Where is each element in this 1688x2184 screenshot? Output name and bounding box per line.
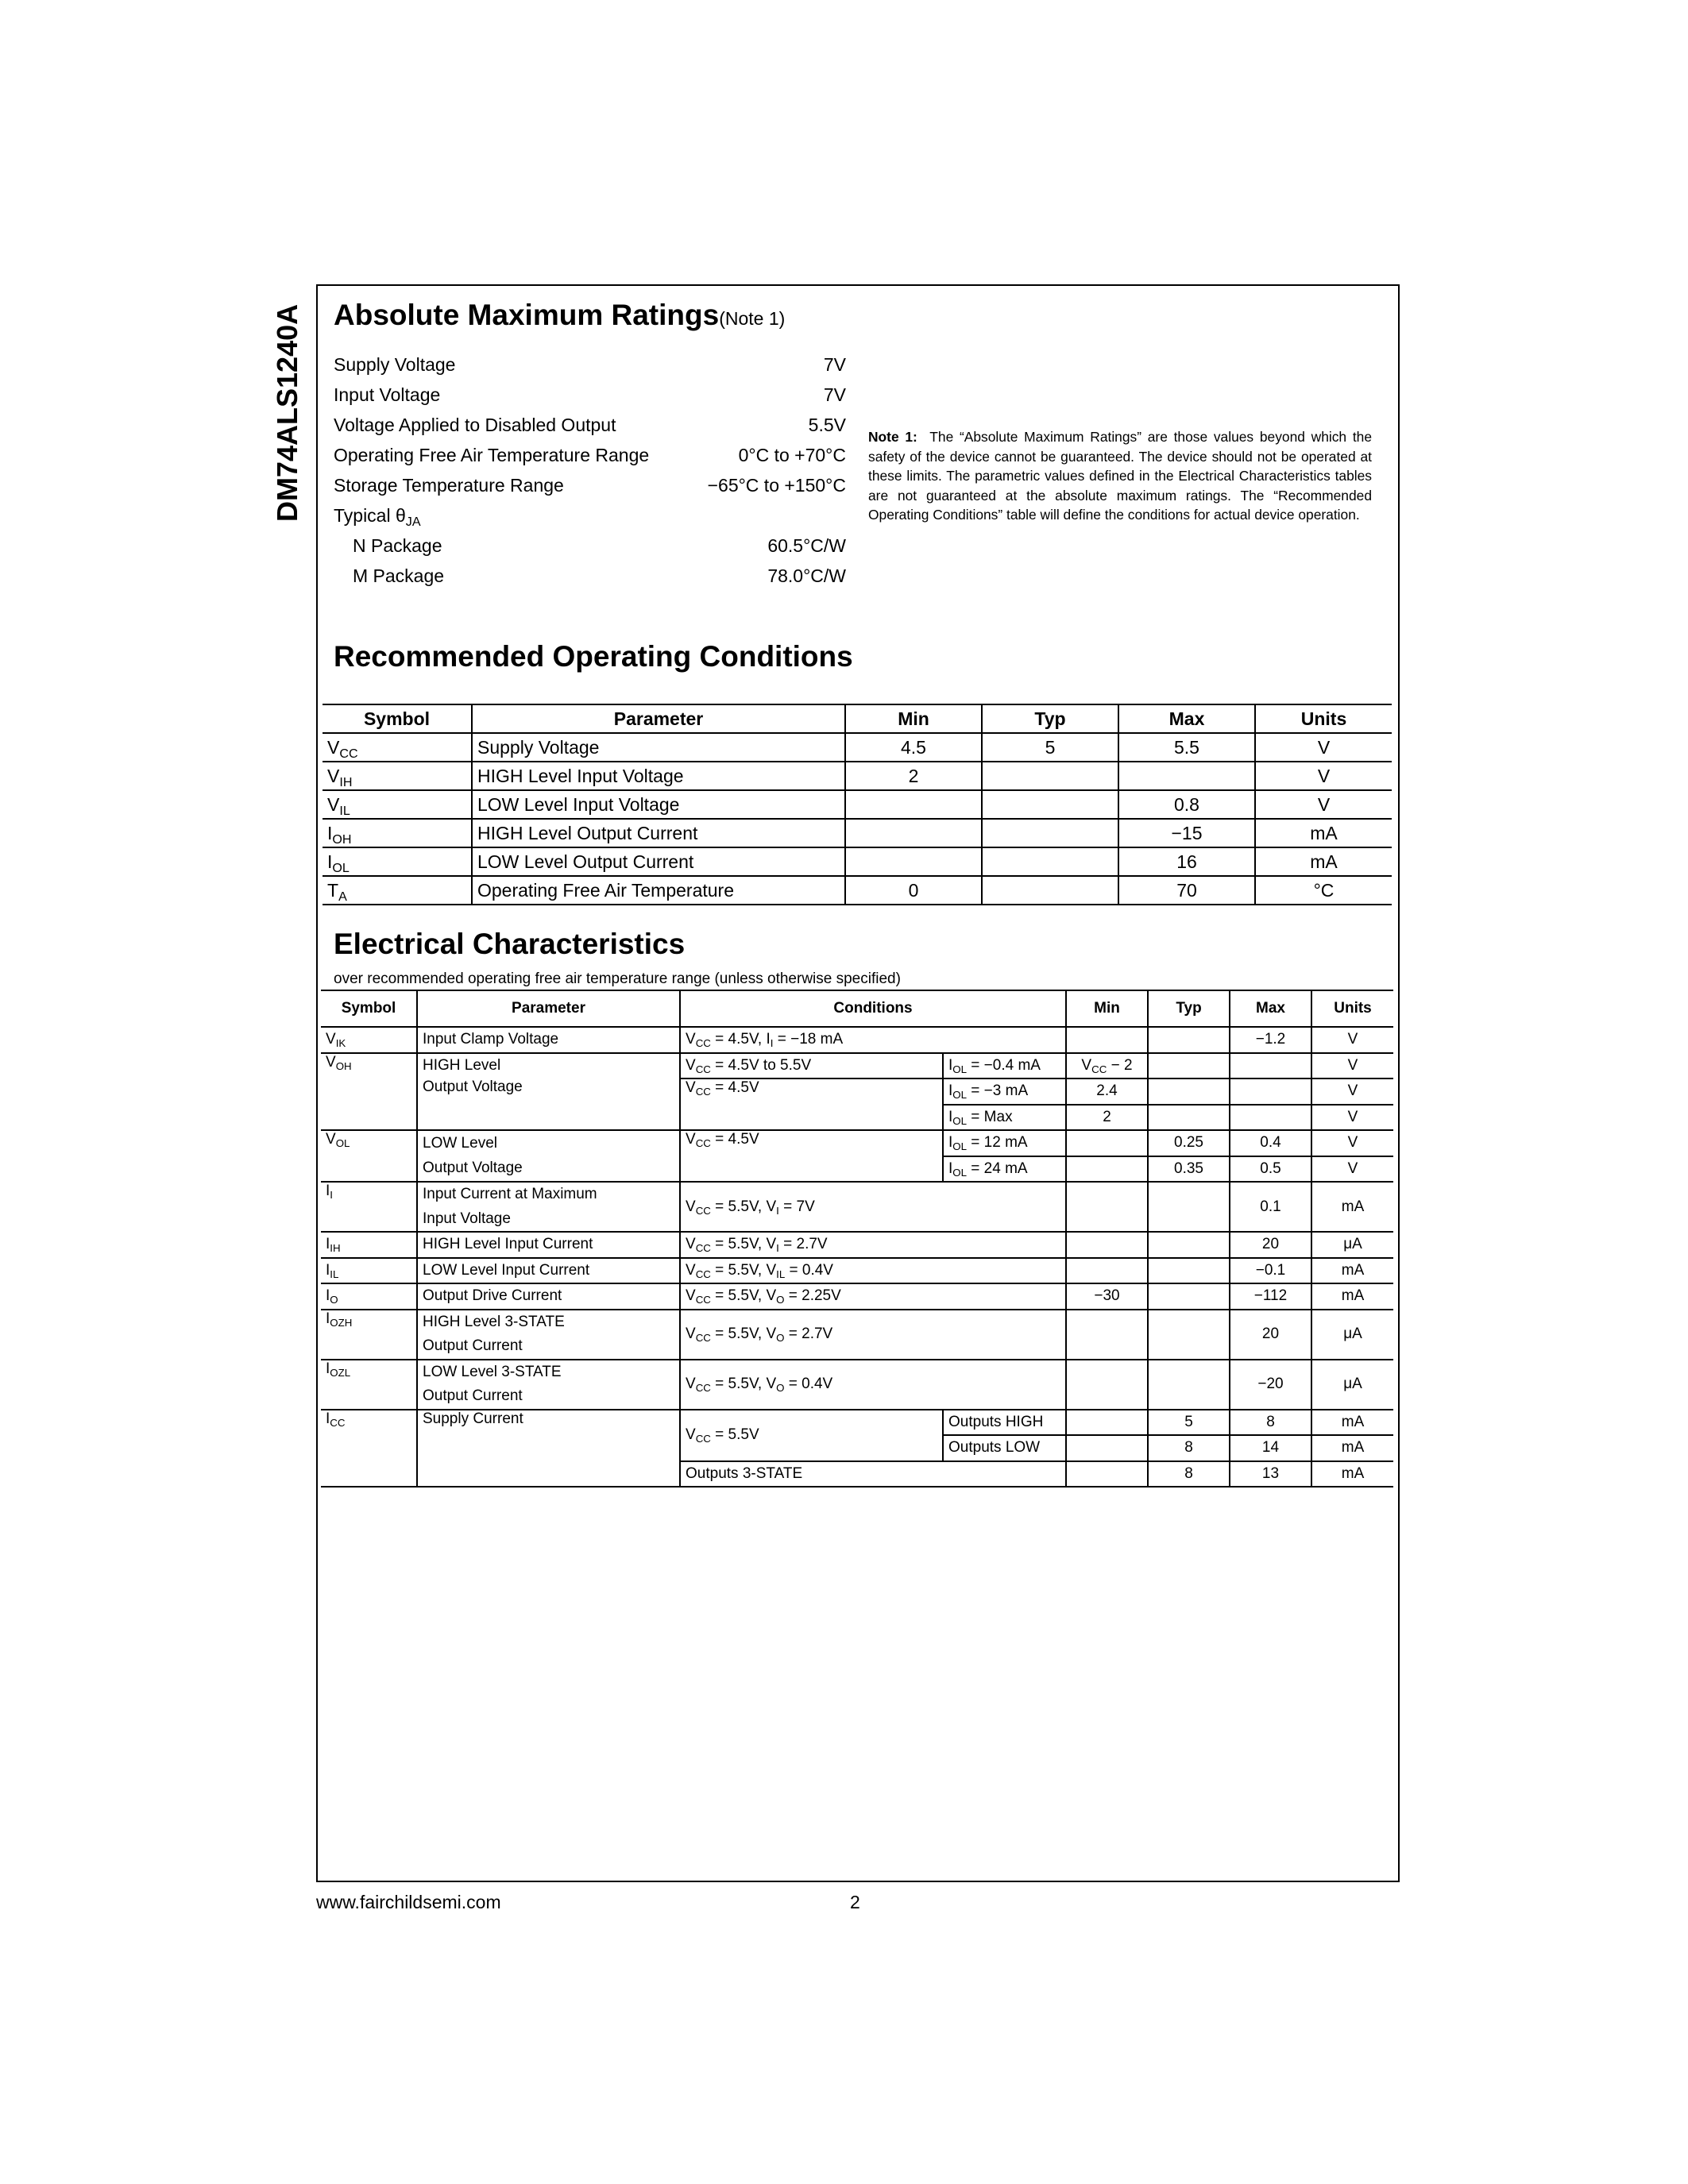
amr-row — [334, 349, 846, 380]
cond-cell: $V_{CC} = 5.5V$, $V_{IL} = 0.4V$ — [680, 1258, 1066, 1284]
param-cell: LOW Level Output Current — [472, 847, 845, 876]
amr-label: Storage Temperature Range — [334, 475, 564, 496]
col-header: Units — [1311, 990, 1393, 1027]
amr-theta-row — [334, 500, 846, 531]
amr-label: Input Voltage — [334, 384, 441, 405]
typ-cell — [1148, 1182, 1230, 1232]
max-cell: 5.5 — [1118, 733, 1255, 762]
min-cell — [1066, 1232, 1148, 1258]
min-cell: 2 — [1066, 1105, 1148, 1131]
max-cell: 13 — [1230, 1461, 1311, 1488]
param-cell: Input Voltage — [417, 1207, 680, 1233]
param-cell: Input Current at Maximum — [417, 1182, 680, 1207]
units-cell: V — [1255, 762, 1392, 790]
typ-cell: 8 — [1148, 1461, 1230, 1488]
units-cell: V — [1311, 1027, 1393, 1053]
min-cell — [1066, 1410, 1148, 1436]
cond-cell: $V_{CC} = 4.5V$ to 5.5V — [680, 1053, 943, 1079]
param-cell: HIGH Level Output Current — [472, 819, 845, 847]
amr-row — [334, 410, 846, 440]
note-1-text: The “Absolute Maximum Ratings” are those values beyond which the safety of the device cannot be guaranteed. The device should not be operated at these limits. The parametric values defined in the Electrical Characteristics tables are not guaranteed at the absolute maximum ratings. The “Recommended Operating Conditions” table will define the conditions for actual device operation. — [868, 429, 1372, 523]
typ-cell — [1148, 1078, 1230, 1105]
min-cell: 0 — [845, 876, 982, 905]
amr-label: Voltage Applied to Disabled Output — [334, 415, 616, 435]
max-cell: 70 — [1118, 876, 1255, 905]
units-cell: V — [1255, 733, 1392, 762]
param-cell: Supply Current — [417, 1410, 680, 1488]
amr-value: 0°C to +70°C — [738, 445, 846, 465]
typ-cell — [1148, 1310, 1230, 1360]
param-cell: Output Drive Current — [417, 1283, 680, 1310]
symbol-cell: $V_{IK}$ — [321, 1027, 417, 1053]
roc-table — [323, 704, 1392, 905]
table-row — [323, 762, 1392, 790]
typ-cell: 0.25 — [1148, 1130, 1230, 1156]
min-cell — [1066, 1310, 1148, 1360]
typ-cell — [1148, 1283, 1230, 1310]
max-cell — [1230, 1105, 1311, 1131]
min-cell: 2.4 — [1066, 1078, 1148, 1105]
amr-note-ref: (Note 1) — [719, 308, 786, 329]
typ-cell — [1148, 1360, 1230, 1410]
cond-cell: $V_{CC} = 4.5V$ — [680, 1078, 943, 1130]
units-cell: mA — [1311, 1258, 1393, 1284]
amr-label: Supply Voltage — [334, 354, 456, 375]
amr-row — [334, 531, 846, 561]
units-cell: mA — [1311, 1435, 1393, 1461]
cond-cell: Outputs HIGH — [943, 1410, 1066, 1436]
side-title: DM74ALS1240A — [271, 303, 303, 522]
symbol-cell: $T_A$ — [323, 876, 472, 905]
table-row — [321, 1027, 1393, 1053]
col-header: Typ — [982, 704, 1118, 733]
param-cell: HIGH Level 3-STATE — [417, 1310, 680, 1335]
symbol-cell: $I_{CC}$ — [321, 1410, 417, 1488]
theta-label: Typical θ — [334, 505, 406, 526]
table-row — [321, 1410, 1393, 1436]
cond-cell: $I_{OL} = -3$ mA — [943, 1078, 1066, 1105]
min-cell — [1066, 1027, 1148, 1053]
min-cell — [1066, 1156, 1148, 1183]
amr-value: −65°C to +150°C — [707, 475, 846, 496]
table-row — [323, 876, 1392, 905]
col-header: Units — [1255, 704, 1392, 733]
table-row — [321, 1130, 1393, 1156]
col-header: Conditions — [680, 990, 1066, 1027]
units-cell: V — [1311, 1156, 1393, 1183]
table-row — [321, 1258, 1393, 1284]
table-row — [321, 1310, 1393, 1335]
typ-cell — [982, 876, 1118, 905]
param-cell: Operating Free Air Temperature — [472, 876, 845, 905]
max-cell: −0.1 — [1230, 1258, 1311, 1284]
cond-cell: Outputs 3-STATE — [680, 1461, 1066, 1488]
symbol-cell: $I_{OL}$ — [323, 847, 472, 876]
min-cell — [1066, 1130, 1148, 1156]
typ-cell: 5 — [982, 733, 1118, 762]
param-cell: HIGH Level Input Voltage — [472, 762, 845, 790]
min-cell — [1066, 1182, 1148, 1232]
cond-cell: Outputs LOW — [943, 1435, 1066, 1461]
table-row — [323, 847, 1392, 876]
max-cell: 20 — [1230, 1232, 1311, 1258]
amr-row — [334, 440, 846, 470]
typ-cell — [1148, 1105, 1230, 1131]
cond-cell: $V_{CC} = 5.5V$, $V_O = 2.7V$ — [680, 1310, 1066, 1360]
units-cell: V — [1311, 1053, 1393, 1079]
amr-title-text: Absolute Maximum Ratings — [334, 299, 720, 331]
param-cell: Input Clamp Voltage — [417, 1027, 680, 1053]
symbol-cell: $I_{OH}$ — [323, 819, 472, 847]
amr-row — [334, 380, 846, 410]
units-cell: mA — [1255, 819, 1392, 847]
amr-value: 78.0°C/W — [767, 565, 846, 586]
max-cell — [1118, 762, 1255, 790]
max-cell: −20 — [1230, 1360, 1311, 1410]
amr-value: 7V — [823, 354, 846, 375]
typ-cell — [982, 847, 1118, 876]
max-cell: −112 — [1230, 1283, 1311, 1310]
min-cell — [1066, 1360, 1148, 1410]
units-cell: °C — [1255, 876, 1392, 905]
cond-cell: $V_{CC} = 5.5V$, $V_O = 2.25V$ — [680, 1283, 1066, 1310]
units-cell: μA — [1311, 1360, 1393, 1410]
col-header: Typ — [1148, 990, 1230, 1027]
max-cell: 0.4 — [1230, 1130, 1311, 1156]
amr-value: 60.5°C/W — [767, 535, 846, 556]
col-header: Symbol — [321, 990, 417, 1027]
max-cell: 0.1 — [1230, 1182, 1311, 1232]
col-header: Min — [845, 704, 982, 733]
amr-value: 7V — [823, 384, 846, 405]
min-cell: $V_{CC} - 2$ — [1066, 1053, 1148, 1079]
amr-value: 5.5V — [808, 415, 846, 435]
param-cell: LOW Level — [417, 1130, 680, 1156]
units-cell: V — [1255, 790, 1392, 819]
cond-cell: $I_{OL} = -0.4$ mA — [943, 1053, 1066, 1079]
param-cell: HIGH Level Input Current — [417, 1232, 680, 1258]
param-cell: LOW Level Input Voltage — [472, 790, 845, 819]
typ-cell — [1148, 1258, 1230, 1284]
min-cell: 4.5 — [845, 733, 982, 762]
table-row — [323, 790, 1392, 819]
min-cell — [1066, 1461, 1148, 1488]
typ-cell — [1148, 1232, 1230, 1258]
table-row — [321, 1182, 1393, 1207]
min-cell — [1066, 1258, 1148, 1284]
typ-cell — [1148, 1053, 1230, 1079]
footer-url[interactable]: www.fairchildsemi.com — [316, 1892, 501, 1912]
cond-cell: $V_{CC} = 5.5V$ — [680, 1410, 943, 1461]
units-cell: mA — [1311, 1461, 1393, 1488]
units-cell: μA — [1311, 1310, 1393, 1360]
table-row — [321, 1232, 1393, 1258]
param-cell: Supply Voltage — [472, 733, 845, 762]
amr-row — [334, 561, 846, 591]
symbol-cell: $I_O$ — [321, 1283, 417, 1310]
max-cell — [1230, 1053, 1311, 1079]
symbol-cell: $V_{OL}$ — [321, 1130, 417, 1182]
cond-cell: $V_{CC} = 5.5V$, $V_I = 2.7V$ — [680, 1232, 1066, 1258]
max-cell: 16 — [1118, 847, 1255, 876]
units-cell: mA — [1311, 1182, 1393, 1232]
cond-cell: $V_{CC} = 4.5V$ — [680, 1130, 943, 1182]
cond-cell: $V_{CC} = 4.5V$, $I_I = -18$ mA — [680, 1027, 1066, 1053]
ec-subtitle: over recommended operating free air temperature range (unless otherwise specified) — [334, 970, 901, 987]
symbol-cell: $I_{IH}$ — [321, 1232, 417, 1258]
amr-list — [334, 349, 846, 591]
units-cell: mA — [1311, 1410, 1393, 1436]
cond-cell: $I_{OL} = 12$ mA — [943, 1130, 1066, 1156]
units-cell: mA — [1255, 847, 1392, 876]
ec-header-row — [321, 990, 1393, 1027]
note-1 — [868, 427, 1372, 525]
param-cell: Output Voltage — [417, 1078, 680, 1130]
max-cell: 20 — [1230, 1310, 1311, 1360]
theta-sub: JA — [405, 514, 421, 529]
cond-cell: $I_{OL} = 24$ mA — [943, 1156, 1066, 1183]
cond-cell: $I_{OL}$ = Max — [943, 1105, 1066, 1131]
symbol-cell: $V_{OH}$ — [321, 1053, 417, 1131]
amr-title — [334, 299, 785, 332]
cond-cell: $V_{CC} = 5.5V$, $V_I = 7V$ — [680, 1182, 1066, 1232]
col-header: Max — [1118, 704, 1255, 733]
units-cell: mA — [1311, 1283, 1393, 1310]
min-cell — [845, 790, 982, 819]
param-cell: Output Current — [417, 1384, 680, 1410]
min-cell — [1066, 1435, 1148, 1461]
table-row — [323, 733, 1392, 762]
typ-cell — [1148, 1027, 1230, 1053]
col-header: Symbol — [323, 704, 472, 733]
amr-label: Operating Free Air Temperature Range — [334, 445, 650, 465]
symbol-cell: $I_{OZL}$ — [321, 1360, 417, 1410]
param-cell: LOW Level 3-STATE — [417, 1360, 680, 1385]
roc-header-row — [323, 704, 1392, 733]
typ-cell: 5 — [1148, 1410, 1230, 1436]
min-cell: −30 — [1066, 1283, 1148, 1310]
table-row — [321, 1053, 1393, 1079]
max-cell: 0.8 — [1118, 790, 1255, 819]
cond-cell: $V_{CC} = 5.5V$, $V_O = 0.4V$ — [680, 1360, 1066, 1410]
min-cell — [845, 819, 982, 847]
typ-cell — [982, 819, 1118, 847]
symbol-cell: $V_{IH}$ — [323, 762, 472, 790]
symbol-cell: $V_{CC}$ — [323, 733, 472, 762]
symbol-cell: $I_{OZH}$ — [321, 1310, 417, 1360]
typ-cell — [982, 762, 1118, 790]
units-cell: V — [1311, 1105, 1393, 1131]
param-cell: Output Current — [417, 1334, 680, 1360]
col-header: Parameter — [472, 704, 845, 733]
col-header: Min — [1066, 990, 1148, 1027]
note-1-label: Note 1: — [868, 429, 917, 445]
typ-cell: 8 — [1148, 1435, 1230, 1461]
page-number: 2 — [850, 1892, 860, 1912]
max-cell — [1230, 1078, 1311, 1105]
param-cell: Output Voltage — [417, 1156, 680, 1183]
max-cell: 8 — [1230, 1410, 1311, 1436]
typ-cell: 0.35 — [1148, 1156, 1230, 1183]
amr-label: M Package — [353, 565, 445, 586]
table-row — [323, 819, 1392, 847]
units-cell: V — [1311, 1078, 1393, 1105]
amr-label: N Package — [353, 535, 442, 556]
ec-table — [321, 990, 1393, 1488]
param-cell: LOW Level Input Current — [417, 1258, 680, 1284]
col-header: Parameter — [417, 990, 680, 1027]
symbol-cell: $I_I$ — [321, 1182, 417, 1232]
units-cell: μA — [1311, 1232, 1393, 1258]
table-row — [321, 1360, 1393, 1385]
min-cell — [845, 847, 982, 876]
max-cell: −15 — [1118, 819, 1255, 847]
table-row — [321, 1078, 1393, 1105]
param-cell: HIGH Level — [417, 1053, 680, 1079]
units-cell: V — [1311, 1130, 1393, 1156]
max-cell: 0.5 — [1230, 1156, 1311, 1183]
symbol-cell: $I_{IL}$ — [321, 1258, 417, 1284]
symbol-cell: $V_{IL}$ — [323, 790, 472, 819]
roc-title: Recommended Operating Conditions — [334, 640, 853, 673]
typ-cell — [982, 790, 1118, 819]
table-row — [321, 1283, 1393, 1310]
max-cell: −1.2 — [1230, 1027, 1311, 1053]
col-header: Max — [1230, 990, 1311, 1027]
min-cell: 2 — [845, 762, 982, 790]
amr-row — [334, 470, 846, 500]
max-cell: 14 — [1230, 1435, 1311, 1461]
ec-title: Electrical Characteristics — [334, 928, 686, 960]
